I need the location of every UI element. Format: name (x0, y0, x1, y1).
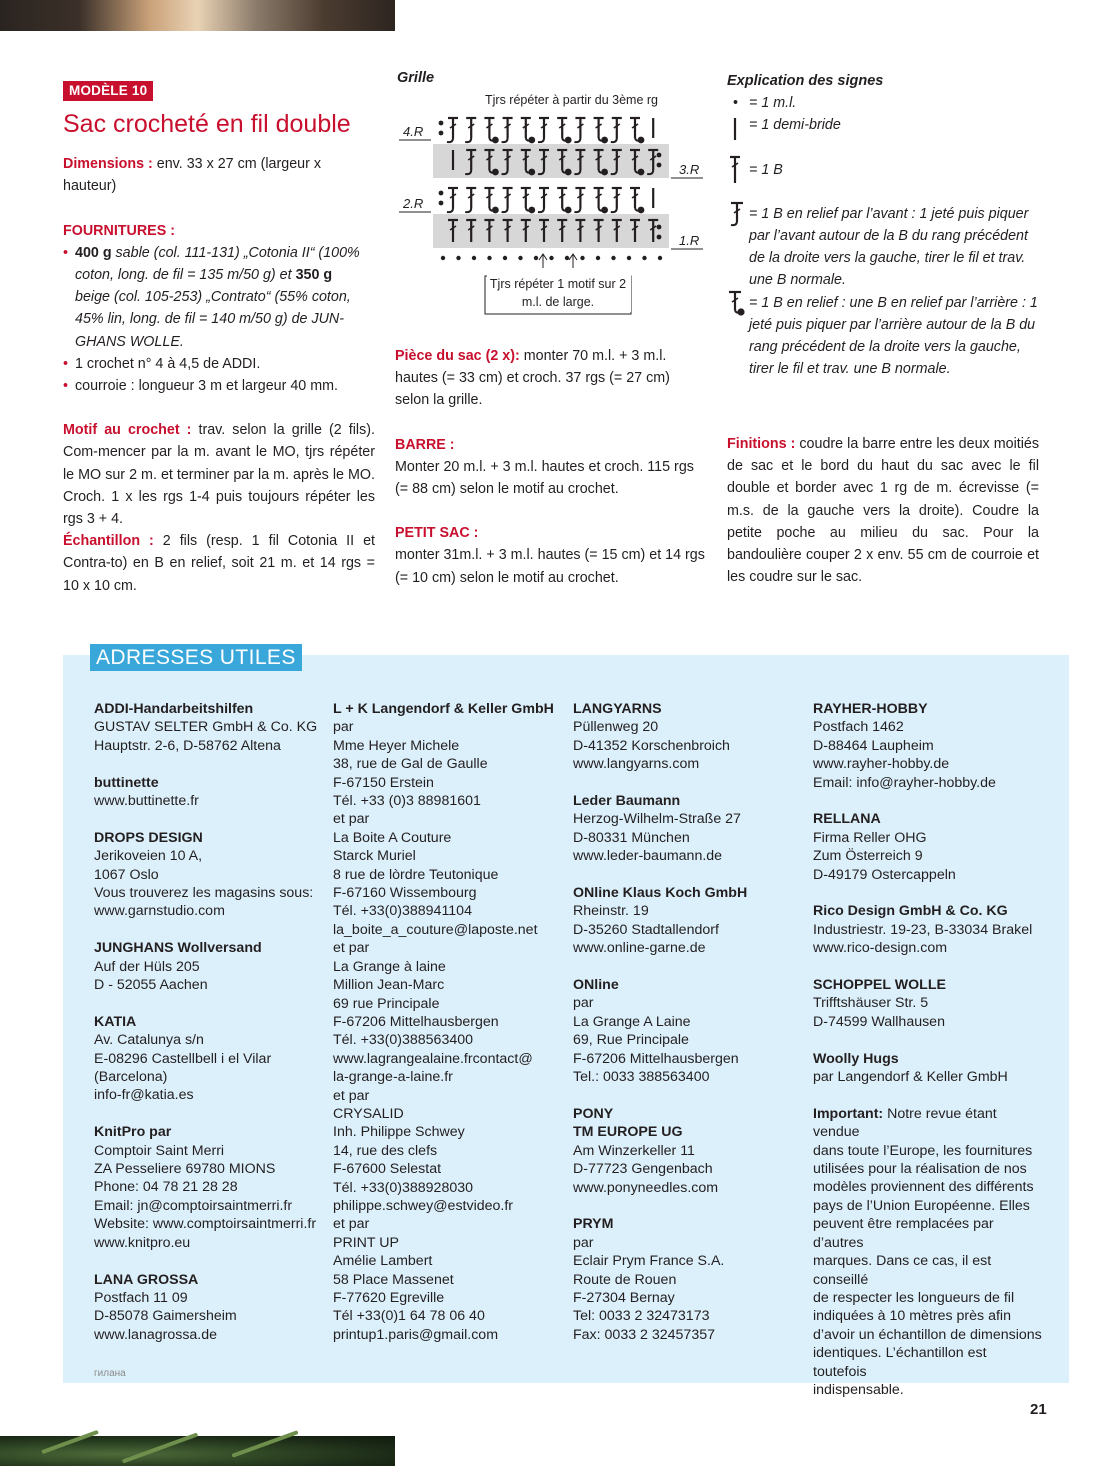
address-line: D - 52055 Aachen (94, 977, 208, 994)
double-crochet-icon (727, 153, 743, 185)
address-line: (Barcelona) (94, 1069, 168, 1086)
barre-text: Monter 20 m.l. + 3 m.l. hautes et croch. 115 rgs (= 88 cm) selon le motif au crochet. (395, 458, 694, 498)
address-entry (573, 1215, 803, 1344)
chart-stitch-front (465, 118, 476, 142)
address-line: 69, Rue Principale (573, 1032, 689, 1049)
sign-back-post: = 1 B en relief : une B en relief par l’arrière : 1 jeté puis piquer par l’arrière autour de la B du rang précédent de la droite vers la gauche, tirer le fil et trav. une B normale. (727, 292, 1039, 381)
address-line: F-67160 Wissembourg (333, 885, 477, 902)
chart-stitch-back (521, 188, 535, 213)
grid-bottom-note-1: Tjrs répéter 1 motif sur 2 (489, 277, 627, 291)
address-line: Comptoir Saint Merri (94, 1142, 225, 1159)
chart-stitch-front (574, 188, 585, 212)
chart-chain-dot (549, 256, 553, 260)
address-line: La Boite A Couture (333, 829, 452, 846)
chart-stitch-back (557, 188, 571, 213)
chart-chain-dot (518, 256, 522, 260)
address-line: Tél. +33(0)388563400 (333, 1032, 474, 1049)
address-entry (94, 1013, 324, 1105)
fourniture-item-strap: • courroie : longueur 3 m et largeur 40 mm. (63, 378, 339, 395)
address-column-1 (94, 700, 324, 1344)
half-double-icon (727, 116, 743, 142)
address-line: www.lanagrossa.de (94, 1326, 218, 1343)
address-column-3 (573, 700, 803, 1344)
front-post-icon (727, 199, 745, 227)
top-photo-strip (0, 0, 395, 31)
address-line: Vous trouverez les magasins sous: (94, 885, 314, 902)
page-number: 21 (1030, 1401, 1047, 1418)
chart-stitch-front (574, 118, 585, 142)
address-line: Phone: 04 78 21 28 28 (94, 1179, 238, 1196)
address-line: Tél +33(0)1 64 78 06 40 (333, 1308, 485, 1325)
address-line: 69 rue Principale (333, 995, 440, 1012)
address-line: la-grange-a-laine.fr (333, 1069, 453, 1086)
chart-stitch-front (465, 188, 476, 212)
address-line: philippe.schwey@estvideo.fr (333, 1197, 514, 1214)
chart-stitch-front (447, 118, 458, 142)
chart-chain-dot (487, 256, 491, 260)
address-line: F-67206 Mittelhausbergen (573, 1050, 739, 1067)
chart-stitch-back (521, 118, 535, 143)
address-line: Zum Österreich 9 (813, 848, 923, 865)
address-line: Hauptstr. 2-6, D-58762 Altena (94, 737, 281, 754)
chart-stitch-back (594, 188, 608, 213)
address-line: Jerikoveien 10 A, (94, 848, 203, 865)
barre-heading: BARRE : (395, 436, 455, 453)
address-company: KnitPro par (94, 1124, 172, 1141)
address-entry (573, 884, 803, 958)
address-line: Starck Muriel (333, 848, 416, 865)
signs-title: Explication des signes (727, 73, 884, 89)
chart-chain-dot (503, 256, 507, 260)
address-line: www.buttinette.fr (94, 793, 199, 810)
address-column-4 (813, 700, 1043, 1399)
address-line: www.leder-baumann.de (573, 848, 723, 865)
address-line: 1067 Oslo (94, 866, 159, 883)
sign-double: = 1 B (727, 159, 1039, 181)
chart-stitch-back (484, 118, 498, 143)
chart-chain-dot (642, 256, 646, 260)
address-line: par Langendorf & Keller GmbH (813, 1069, 1008, 1086)
address-line: www.garnstudio.com (94, 903, 225, 920)
address-company: PRYM (573, 1216, 614, 1233)
address-line: Million Jean-Marc (333, 977, 445, 994)
fourniture-item-yarn: • 400 g sable (col. 111-131) „Cotonia II“ (100% coton, long. de fil = 135 m/50 g) et 350 g beige (col. 105-253) „Contrato“ (55% coton, 45% lin, long. de fil = 140 m/50 g) de JUN- GHANS WOLLE. (63, 244, 360, 350)
address-line: D-35260 Stadtallendorf (573, 921, 719, 938)
address-company: KATIA (94, 1013, 137, 1030)
chart-chain-dot (472, 256, 476, 260)
chart-chain-dot (441, 256, 445, 260)
address-line: PRINT UP (333, 1234, 399, 1251)
address-line: printup1.paris@gmail.com (333, 1326, 499, 1343)
address-line: Am Winzerkeller 11 (573, 1142, 695, 1159)
chart-chain-dot (580, 256, 584, 260)
address-line: D-41352 Korschenbroich (573, 737, 730, 754)
address-company: DROPS DESIGN (94, 829, 203, 846)
address-line: Auf der Hüls 205 (94, 958, 200, 975)
address-company: buttinette (94, 774, 159, 791)
column-left (63, 80, 375, 597)
address-line: www.online-garne.de (573, 940, 706, 957)
address-line: 8 rue de lòrdre Teutonique (333, 866, 499, 883)
address-line: D-74599 Wallhausen (813, 1013, 945, 1030)
pattern-title: Sac crocheté en fil double (63, 110, 351, 139)
address-line: Industriestr. 19-23, B-33034 Brakel (813, 921, 1033, 938)
motif-text: Motif au crochet : trav. selon la grille (2 fils). Com-mencer par la m. avant le MO, tjrs répéter le MO sur 2 m. et terminer par la m. après le MO. Croch. 1 x les rgs 1-4 puis toujours répéter les rgs 3 + 4. (63, 422, 375, 528)
address-line: www.rayher-hobby.de (813, 756, 950, 773)
address-line: ZA Pesseliere 69780 MIONS (94, 1161, 276, 1178)
address-company: SCHOPPEL WOLLE (813, 977, 946, 994)
row-label-3: 3.R (679, 162, 700, 177)
chain-dot-icon: • (733, 95, 739, 112)
address-line: Tel.: 0033 388563400 (573, 1069, 710, 1086)
address-line: Inh. Philippe Schwey (333, 1124, 465, 1141)
address-entry (813, 976, 1043, 1031)
address-line: Herzog-Wilhelm-Straße 27 (573, 811, 741, 828)
petit-sac-heading: PETIT SAC : (395, 525, 479, 542)
address-line: et par (333, 1087, 370, 1104)
chart-stitch-front (611, 118, 622, 142)
chart-chain-dot (658, 256, 662, 260)
address-line: Trifftshäuser Str. 5 (813, 995, 929, 1012)
address-entry (94, 1271, 324, 1345)
address-line: D-88464 Laupheim (813, 737, 934, 754)
address-line: www.rico-design.com (813, 940, 948, 957)
address-entry (94, 829, 324, 921)
address-line: www.langyarns.com (573, 756, 700, 773)
address-entry (813, 810, 1043, 884)
address-line: La Grange A Laine (573, 1013, 691, 1030)
address-line: Email: jn@comptoirsaintmerri.fr (94, 1197, 293, 1214)
row-label-4: 4.R (403, 124, 424, 139)
piece-text: Pièce du sac (2 x): monter 70 m.l. + 3 m.l. hautes (= 33 cm) et croch. 37 rgs (= 27 cm) selon la grille. (395, 348, 670, 409)
dimensions: Dimensions : env. 33 x 27 cm (largeur x hauteur) (63, 156, 321, 195)
chart-stitch-front (502, 118, 513, 142)
row-label-2: 2.R (403, 196, 424, 211)
grid-title: Grille (397, 70, 435, 86)
address-entry (94, 774, 324, 811)
address-line: par (573, 1234, 594, 1251)
chart-chain-dot (456, 256, 460, 260)
chart-stitch-back (630, 188, 644, 213)
address-line: Firma Reller OHG (813, 829, 927, 846)
address-line: et par (333, 811, 370, 828)
crochet-chart (397, 88, 709, 320)
address-entry (813, 902, 1043, 957)
address-entry (94, 939, 324, 994)
address-line: www.knitpro.eu (94, 1234, 191, 1251)
address-line: www.ponyneedles.com (573, 1179, 719, 1196)
address-company-sub: TM EUROPE UG (573, 1124, 683, 1141)
fournitures-heading: FOURNITURES : (63, 222, 175, 239)
finitions: Finitions : coudre la barre entre les deux moitiés de sac et le bord du haut du sac avec le fil double et border avec 1 rg de m. écrevisse (= m.s. de la gauche vers la droite). Coudre la petite poche au milieu du sac. Pour la bandoulière couper 2 x env. 55 cm de courroie et les coudre sur le sac. (727, 436, 1039, 586)
address-line: D-80331 München (573, 829, 690, 846)
address-line: Tél. +33(0)388941104 (333, 903, 472, 920)
address-line: Fax: 0033 2 32457357 (573, 1326, 715, 1343)
address-company: RAYHER-HOBBY (813, 701, 928, 717)
address-line: F-67150 Erstein (333, 774, 434, 791)
chart-stitch-back (484, 188, 498, 213)
address-line: Postfach 1462 (813, 719, 904, 736)
address-line: Tél. +33(0)388928030 (333, 1179, 474, 1196)
address-line: Tel: 0033 2 32473173 (573, 1308, 710, 1325)
important-note: Important: Notre revue étant vendue dans toute l’Europe, les fournitures utilisées pour la réalisation de nos modèles proviennent des différents pays de l’Union Européenne. Elles peuvent être remplacées par d’autres marques. Dans ce cas, il est conseillé de respecter les longueurs de fil indiquées à 10 mètres près afin d’avoir un échantillon de dimensions identiques. L’échantillon est toutefois indispensable. (813, 1105, 1042, 1398)
address-line: par (333, 719, 354, 736)
echantillon-text: Échantillon : 2 fils (resp. 1 fil Cotonia II et Contra-to) en B en relief, soit 21 m. et 14 rgs = 10 x 10 cm. (63, 533, 375, 594)
address-entry (94, 700, 324, 755)
address-line: E-08296 Castellbell i el Vilar (94, 1050, 272, 1067)
address-line: D-49179 Ostercappeln (813, 866, 956, 883)
address-line: Eclair Prym France S.A. (573, 1253, 725, 1270)
address-line: GUSTAV SELTER GmbH & Co. KG (94, 719, 318, 736)
chart-stitch-front (611, 188, 622, 212)
address-entry (573, 700, 803, 774)
address-company: ONline (573, 977, 619, 994)
address-line: F-67600 Selestat (333, 1161, 442, 1178)
sign-chain: • = 1 m.l. (727, 92, 1039, 114)
chart-stitch-back (594, 118, 608, 143)
address-entry (573, 1105, 803, 1197)
address-line: F-27304 Bernay (573, 1289, 675, 1306)
back-post-icon (727, 288, 747, 318)
address-line: CRYSALID (333, 1105, 404, 1122)
address-line: Püllenweg 20 (573, 719, 659, 736)
address-entry (573, 976, 803, 1086)
chart-chain-dot (627, 256, 631, 260)
address-entry (333, 700, 563, 1344)
address-column-2 (333, 700, 563, 1344)
address-line: F-67206 Mittelhausbergen (333, 1013, 499, 1030)
address-company: LANGYARNS (573, 701, 662, 717)
address-line: D-85078 Gaimersheim (94, 1308, 237, 1325)
address-line: Tél. +33 (0)3 88981601 (333, 793, 481, 810)
address-entry (813, 700, 1043, 792)
address-company: ADDI-Handarbeitshilfen (94, 701, 254, 717)
sign-front-post: = 1 B en relief par l’avant : 1 jeté puis piquer par l’avant autour de la B du rang précédent de la droite vers la gauche, tirer le fil et trav. une B normale. (727, 203, 1039, 292)
model-badge: MODÈLE 10 (63, 81, 153, 101)
chart-stitch-front (538, 118, 549, 142)
address-line: Website: www.comptoirsaintmerri.fr (94, 1216, 317, 1233)
addresses-tab: ADRESSES UTILES (90, 644, 302, 671)
address-entry (813, 1050, 1043, 1087)
chart-stitch-back (557, 118, 571, 143)
address-company: RELLANA (813, 811, 881, 828)
chart-stitch-front (538, 188, 549, 212)
address-line: Route de Rouen (573, 1271, 677, 1288)
address-line: D-77723 Gengenbach (573, 1161, 713, 1178)
bottom-photo-strip (0, 1436, 395, 1466)
chart-chain-dot (611, 256, 615, 260)
chart-turning-chain (439, 121, 444, 136)
address-line: 58 Place Massenet (333, 1271, 454, 1288)
address-line: et par (333, 940, 370, 957)
address-company: PONY (573, 1105, 614, 1122)
chart-chain-dot (534, 256, 538, 260)
address-line: Rheinstr. 19 (573, 903, 649, 920)
address-company: LANA GROSSA (94, 1271, 199, 1288)
address-company: Woolly Hugs (813, 1050, 899, 1067)
address-company: Rico Design GmbH & Co. KG (813, 903, 1008, 920)
address-line: F-77620 Egreville (333, 1290, 445, 1306)
chart-stitch-front (447, 188, 458, 212)
address-line: info-fr@katia.es (94, 1087, 194, 1104)
address-entry (573, 792, 803, 866)
chart-stitch-front (502, 188, 513, 212)
chart-chain-dot (596, 256, 600, 260)
chart-stitch-back (630, 118, 644, 143)
address-line: par (573, 995, 594, 1012)
sign-half-double: = 1 demi-bride (727, 114, 1039, 136)
address-line: www.lagrangealaine.frcontact@ (333, 1050, 533, 1067)
petit-sac-text: monter 31m.l. + 3 m.l. hautes (= 15 cm) et 14 rgs (= 10 cm) selon le motif au crochet. (395, 547, 705, 586)
grid-bottom-note-2: m.l. de large. (521, 295, 595, 309)
grid-top-note: Tjrs répéter à partir du 3ème rg (485, 93, 658, 107)
address-entry (94, 1123, 324, 1252)
address-company: JUNGHANS Wollversand (94, 940, 262, 957)
footer-note: гилана (94, 1368, 126, 1379)
address-company: L + K Langendorf & Keller GmbH (333, 701, 554, 717)
address-line: et par (333, 1216, 370, 1233)
address-line: Email: info@rayher-hobby.de (813, 774, 996, 791)
address-line: 14, rue des clefs (333, 1142, 438, 1159)
chart-chain-dot (565, 256, 569, 260)
address-line: La Grange à laine (333, 958, 446, 975)
column-right (727, 70, 1039, 380)
address-company: Leder Baumann (573, 793, 681, 810)
address-line: Av. Catalunya s/n (94, 1032, 204, 1049)
chart-turning-chain (439, 191, 444, 206)
address-company: ONline Klaus Koch GmbH (573, 885, 748, 902)
address-line: Amélie Lambert (333, 1253, 433, 1270)
column-middle (395, 345, 707, 589)
address-line: Postfach 11 09 (94, 1289, 188, 1306)
address-line: Mme Heyer Michele (333, 737, 460, 754)
fourniture-item-hook: • 1 crochet n° 4 à 4,5 de ADDI. (63, 355, 261, 372)
row-label-1: 1.R (679, 233, 700, 248)
address-line: la_boite_a_couture@laposte.net (333, 921, 538, 938)
address-line: 38, rue de Gal de Gaulle (333, 756, 488, 773)
